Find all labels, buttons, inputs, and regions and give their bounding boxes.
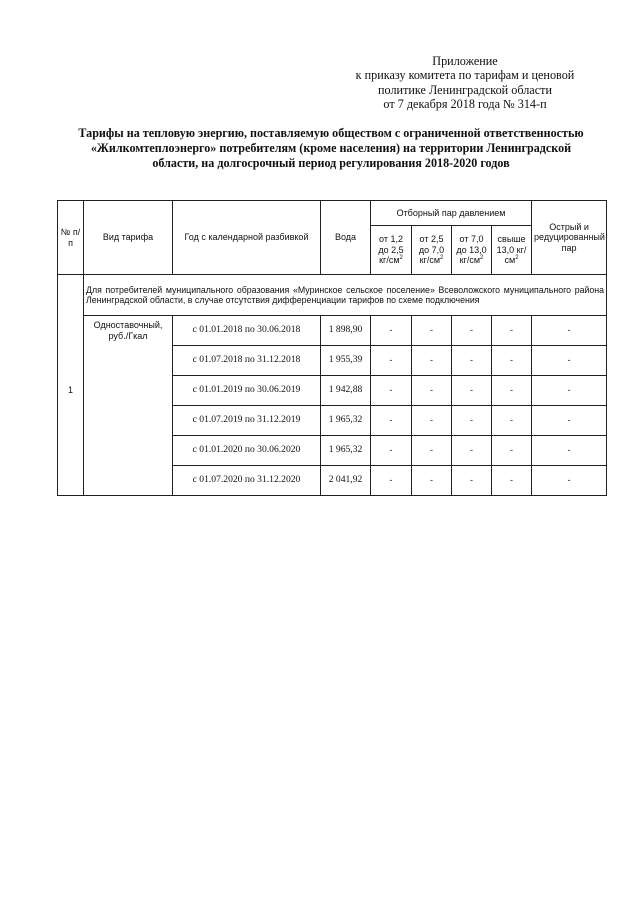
group-num: 1 bbox=[58, 275, 84, 496]
steam-cell: - bbox=[371, 376, 412, 406]
steam-cell: - bbox=[492, 316, 532, 346]
header-water: Вода bbox=[321, 201, 371, 275]
steam-cell: - bbox=[371, 436, 412, 466]
title-line: Тарифы на тепловую энергию, поставляемую обществом с ограниченной ответственностью bbox=[78, 126, 584, 140]
period-cell: с 01.07.2019 по 31.12.2019 bbox=[173, 406, 321, 436]
period-cell: с 01.01.2019 по 30.06.2019 bbox=[173, 376, 321, 406]
water-cell: 1 898,90 bbox=[321, 316, 371, 346]
sharp-cell: - bbox=[532, 376, 607, 406]
period-cell: с 01.01.2020 по 30.06.2020 bbox=[173, 436, 321, 466]
steam-cell: - bbox=[371, 346, 412, 376]
sharp-cell: - bbox=[532, 316, 607, 346]
steam-cell: - bbox=[492, 466, 532, 496]
sharp-cell: - bbox=[532, 436, 607, 466]
water-cell: 1 965,32 bbox=[321, 406, 371, 436]
period-cell: с 01.07.2018 по 31.12.2018 bbox=[173, 346, 321, 376]
water-cell: 1 955,39 bbox=[321, 346, 371, 376]
water-cell: 1 965,32 bbox=[321, 436, 371, 466]
steam-cell: - bbox=[492, 406, 532, 436]
header-steam-1: от 1,2 до 2,5 $кг/см^2$ bbox=[371, 226, 412, 275]
period-cell: с 01.07.2020 по 31.12.2020 bbox=[173, 466, 321, 496]
steam-cell: - bbox=[371, 466, 412, 496]
header-row bbox=[58, 201, 607, 226]
water-cell: 1 942,88 bbox=[321, 376, 371, 406]
header-steam-4: свыше 13,0 $кг/см^2$ bbox=[492, 226, 532, 275]
steam-cell: - bbox=[452, 376, 492, 406]
sharp-cell: - bbox=[532, 466, 607, 496]
steam-cell: - bbox=[412, 436, 452, 466]
steam-cell: - bbox=[371, 406, 412, 436]
header-steam-2: от 2,5 до 7,0 $кг/см^2$ bbox=[412, 226, 452, 275]
sharp-cell: - bbox=[532, 406, 607, 436]
header-tariff-type: Вид тарифа bbox=[84, 201, 173, 275]
sharp-cell: - bbox=[532, 346, 607, 376]
tariff-table bbox=[57, 200, 607, 496]
water-cell: 2 041,92 bbox=[321, 466, 371, 496]
steam-cell: - bbox=[492, 376, 532, 406]
steam-cell: - bbox=[412, 316, 452, 346]
header-steam-group: Отборный пар давлением bbox=[371, 201, 532, 226]
steam-cell: - bbox=[452, 346, 492, 376]
title-line: «Жилкомтеплоэнерго» потребителям (кроме населения) на территории Ленинградской bbox=[90, 141, 572, 155]
steam-cell: - bbox=[492, 436, 532, 466]
appendix-block bbox=[330, 54, 600, 111]
appendix-line: Приложение bbox=[432, 54, 498, 68]
tariff-kind: Одноставочный, руб./Гкал bbox=[84, 316, 173, 496]
steam-cell: - bbox=[371, 316, 412, 346]
steam-cell: - bbox=[452, 316, 492, 346]
group-row bbox=[58, 275, 607, 316]
header-num: № п/п bbox=[58, 201, 84, 275]
title-line: области, на долгосрочный период регулирования 2018-2020 годов bbox=[152, 156, 510, 170]
steam-cell: - bbox=[412, 406, 452, 436]
steam-cell: - bbox=[412, 466, 452, 496]
document-title bbox=[42, 126, 620, 171]
header-year: Год с календарной разбивкой bbox=[173, 201, 321, 275]
appendix-line: от 7 декабря 2018 года № 314-п bbox=[383, 96, 547, 111]
steam-cell: - bbox=[452, 406, 492, 436]
header-steam-3: от 7,0 до 13,0 $кг/см^2$ bbox=[452, 226, 492, 275]
table-row bbox=[58, 316, 607, 346]
header-sharp-steam: Острый и редуцированный пар bbox=[532, 201, 607, 275]
steam-cell: - bbox=[452, 466, 492, 496]
appendix-line: политике Ленинградской области bbox=[378, 82, 552, 97]
period-cell: с 01.01.2018 по 30.06.2018 bbox=[173, 316, 321, 346]
steam-cell: - bbox=[492, 346, 532, 376]
steam-cell: - bbox=[412, 376, 452, 406]
steam-cell: - bbox=[452, 436, 492, 466]
group-description: Для потребителей муниципального образования «Муринское сельское поселение» Всеволожского муниципального района Ленинградской области, в случае отсутствия дифференциации тарифов по схеме подключения bbox=[84, 275, 607, 316]
steam-cell: - bbox=[412, 346, 452, 376]
appendix-line: к приказу комитета по тарифам и ценовой bbox=[355, 68, 575, 83]
